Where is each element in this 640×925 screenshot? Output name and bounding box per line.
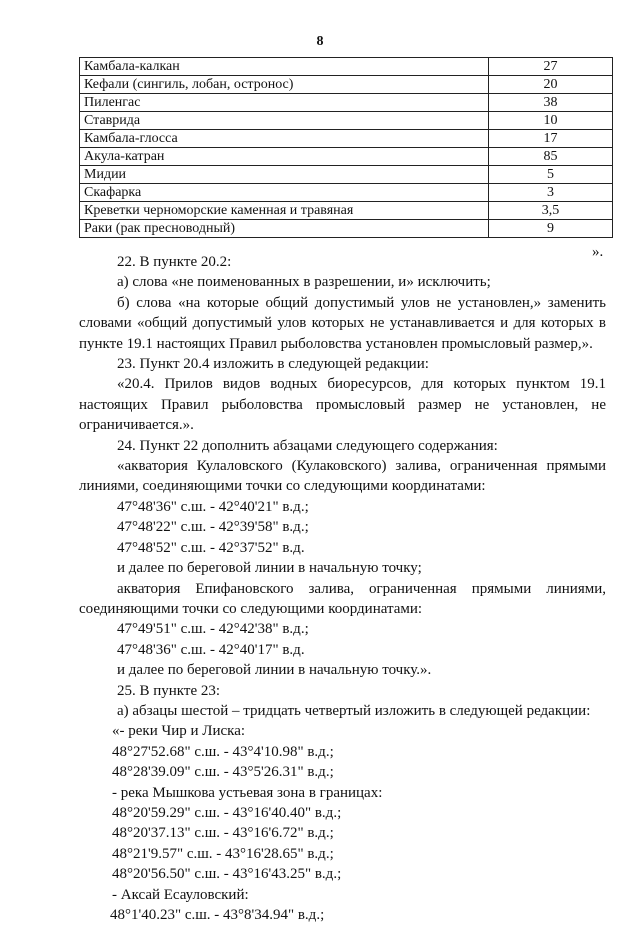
shoreline-line: и далее по береговой линии в начальную точку.». <box>117 662 432 679</box>
item-23-text: «20.4. Прилов видов водных биоресурсов, для которых пунктом 19.1 настоящих Правил рыболовства промысловый размер не установлен, не ограничивается.». <box>79 376 606 434</box>
page-number: 8 <box>316 34 324 49</box>
species-value: 38 <box>489 94 613 112</box>
table-close-quote: ». <box>592 244 604 260</box>
coordinate-line: 47°48'52" с.ш. - 42°37'52" в.д. <box>117 539 305 556</box>
epifanovsky-bay-paragraph: акватория Епифановского залива, ограниченная прямыми линиями, соединяющими точки со следующими координатами: <box>79 580 606 617</box>
coordinate-line: 47°48'22" с.ш. - 42°39'58" в.д.; <box>117 519 309 536</box>
myshkova-river: - река Мышкова устьевая зона в границах: <box>112 784 383 801</box>
species-value: 10 <box>489 112 613 130</box>
item-23-heading: 23. Пункт 20.4 изложить в следующей редакции: <box>117 356 429 373</box>
coordinate-line: 47°49'51" с.ш. - 42°42'38" в.д.; <box>117 621 309 638</box>
item-22-subpoint-a: а) слова «не поименованных в разрешении, и» исключить; <box>117 274 491 291</box>
species-value: 5 <box>489 166 613 184</box>
table-row <box>80 112 613 130</box>
table-row <box>80 94 613 112</box>
item-22-heading: 22. В пункте 20.2: <box>117 254 232 270</box>
species-name: Камбала-глосса <box>80 130 489 148</box>
coordinate-line: 48°1'40.23" с.ш. - 43°8'34.94" в.д.; <box>110 907 325 923</box>
table-row <box>80 58 613 76</box>
species-value: 9 <box>489 220 613 238</box>
coordinate-line: 48°20'37.13" с.ш. - 43°16'6.72" в.д.; <box>112 825 334 842</box>
aksai-esaulovsky: - Аксай Есауловский: <box>112 886 249 903</box>
kulalovsky-bay-paragraph: «акватория Кулаловского (Кулаковского) залива, ограниченная прямыми линиями, соединяющими точки со следующими координатами: <box>79 458 606 495</box>
species-value: 3,5 <box>489 202 613 220</box>
species-value: 20 <box>489 76 613 94</box>
coordinate-line: 48°20'56.50" с.ш. - 43°16'43.25" в.д.; <box>112 866 342 883</box>
species-name: Кефали (сингиль, лобан, остронос) <box>80 76 489 94</box>
table-row <box>80 76 613 94</box>
item-22-subpoint-b: б) слова «на которые общий допустимый улов не установлен,» заменить словами «общий допустимый улов которых не устанавливается и для которых в пункте 19.1 настоящих Правил рыболовства установлен промысловый размер,». <box>79 294 606 352</box>
species-name: Пиленгас <box>80 94 489 112</box>
species-value: 3 <box>489 184 613 202</box>
shoreline-line: и далее по береговой линии в начальную точку; <box>117 560 422 577</box>
item-25-heading: 25. В пункте 23: <box>117 682 221 699</box>
table-row <box>80 166 613 184</box>
item-25-subpoint-a: а) абзацы шестой – тридцать четвертый изложить в следующей редакции: <box>117 702 591 719</box>
document-body <box>79 252 606 925</box>
table-row <box>80 148 613 166</box>
species-value: 85 <box>489 148 613 166</box>
species-value: 17 <box>489 130 613 148</box>
coordinate-line: 47°48'36" с.ш. - 42°40'17" в.д. <box>117 641 305 658</box>
rivers-chir-liska: «- реки Чир и Лиска: <box>112 723 246 740</box>
coordinate-line: 48°28'39.09" с.ш. - 43°5'26.31" в.д.; <box>112 764 334 781</box>
coordinate-line: 48°27'52.68" с.ш. - 43°4'10.98" в.д.; <box>112 743 334 760</box>
item-24-heading: 24. Пункт 22 дополнить абзацами следующего содержания: <box>117 437 498 454</box>
catch-size-table <box>79 57 613 238</box>
table-row <box>80 220 613 238</box>
table-row <box>80 184 613 202</box>
coordinate-line: 47°48'36" с.ш. - 42°40'21" в.д.; <box>117 498 309 515</box>
table-row <box>80 202 613 220</box>
species-name: Ставрида <box>80 112 489 130</box>
coordinate-line: 48°21'9.57" с.ш. - 43°16'28.65" в.д.; <box>112 845 334 862</box>
species-value: 27 <box>489 58 613 76</box>
species-name: Акула-катран <box>80 148 489 166</box>
species-name: Раки (рак пресноводный) <box>80 220 489 238</box>
table-row <box>80 130 613 148</box>
species-name: Креветки черноморские каменная и травяная <box>80 202 489 220</box>
species-name: Мидии <box>80 166 489 184</box>
species-name: Скафарка <box>80 184 489 202</box>
species-name: Камбала-калкан <box>80 58 489 76</box>
coordinate-line: 48°20'59.29" с.ш. - 43°16'40.40" в.д.; <box>112 804 342 821</box>
